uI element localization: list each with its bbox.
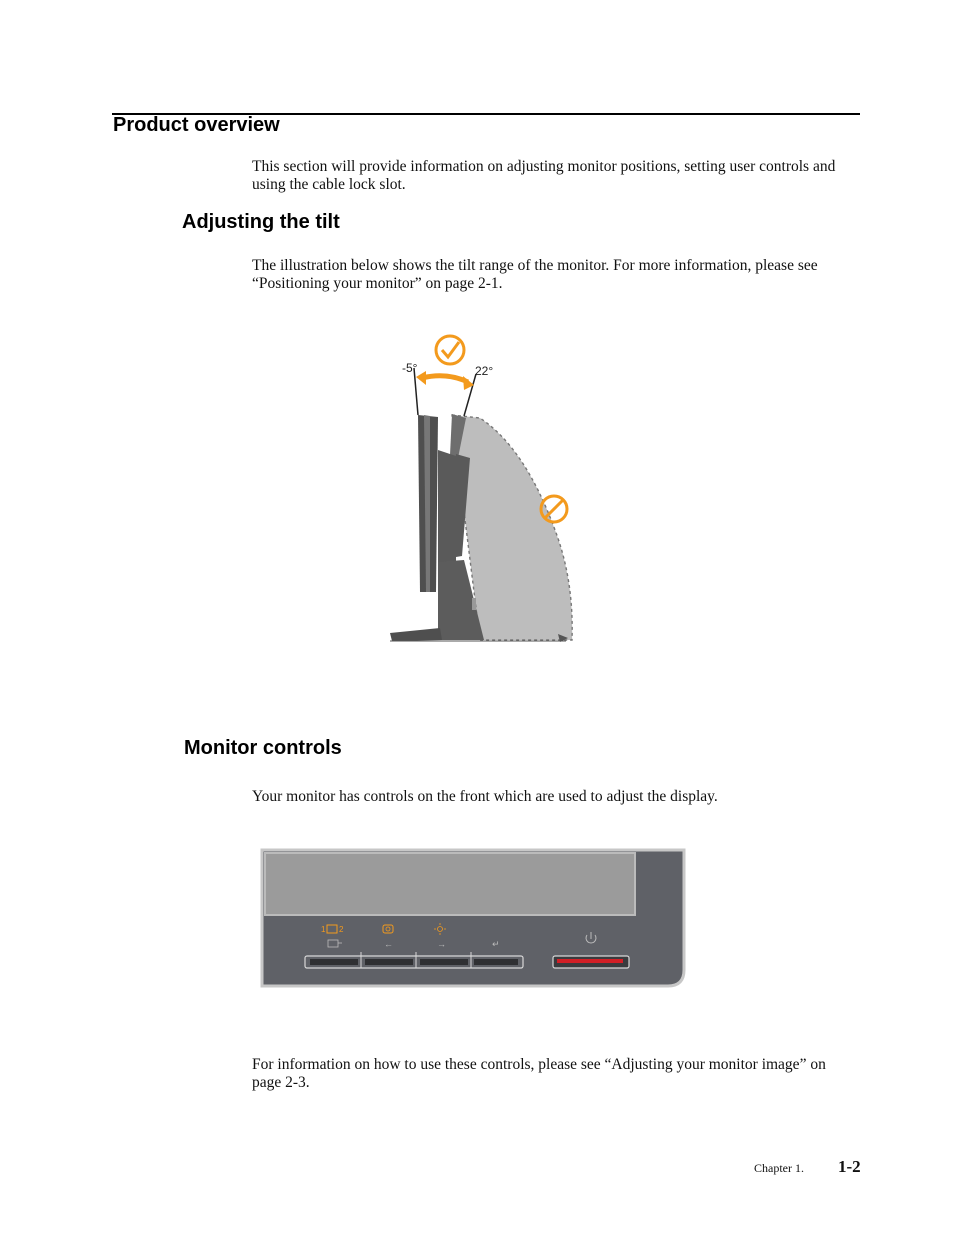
controls-heading: Monitor controls [184,737,342,759]
check-circle-icon [436,336,464,364]
tilt-heading: Adjusting the tilt [182,211,340,233]
tilt-paragraph: The illustration below shows the tilt range of the monitor. For more information, please see “Positioning your monitor” on page 2-1. [252,257,818,292]
angle-max-label: 22° [475,364,494,378]
monitor-controls-illustration [260,848,688,990]
tilt-illustration [380,330,580,645]
monitor-base [390,628,442,641]
button-4 [474,959,518,965]
svg-text:2: 2 [339,925,344,934]
right-arrow-icon: → [437,939,446,949]
angle-min-label: -5° [402,361,418,375]
left-arrow-icon: ← [384,939,393,949]
footer-page-number: 1-2 [838,1157,861,1176]
screen-area [265,853,635,915]
controls-note: For information on how to use these controls, please see “Adjusting your monitor image” on page 2-3. [252,1056,826,1091]
button-1 [310,959,358,965]
section-title: Product overview [113,114,280,136]
footer-chapter: Chapter 1. [754,1161,804,1175]
button-2 [365,959,413,965]
controls-paragraph: Your monitor has controls on the front which are used to adjust the display. [252,788,718,805]
svg-text:1: 1 [321,925,326,934]
monitor-stand [438,450,456,562]
enter-icon: ↵ [492,939,500,949]
intro-paragraph: This section will provide information on adjusting monitor positions, setting user controls and using the cable lock slot. [252,158,836,193]
button-3 [420,959,468,965]
